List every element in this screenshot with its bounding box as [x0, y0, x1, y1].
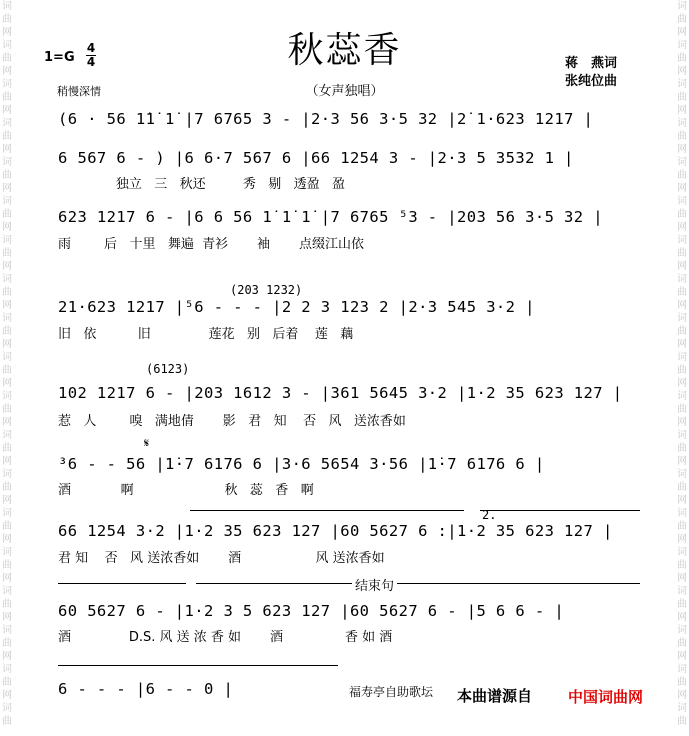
- notation-row-1: (6 · 56 1̇1̇ 1̇ |7 6765 3 - |2·3 56 3·5 32 |2̇ 1·623 1217 |: [58, 110, 594, 128]
- watermark-char: 网: [677, 456, 687, 467]
- watermark-char: 曲: [2, 482, 12, 493]
- ending-bracket: [196, 583, 640, 584]
- watermark-char: 曲: [677, 131, 687, 142]
- watermark-char: 网: [2, 339, 12, 350]
- watermark-char: 词: [2, 547, 12, 558]
- watermark-char: 曲: [2, 92, 12, 103]
- watermark-char: 网: [677, 573, 687, 584]
- watermark-char: 曲: [677, 248, 687, 259]
- watermark-char: 曲: [2, 209, 12, 220]
- watermark-char: 曲: [677, 443, 687, 454]
- watermark-char: 词: [2, 40, 12, 51]
- watermark-char: 曲: [2, 365, 12, 376]
- watermark-char: 词: [677, 508, 687, 519]
- watermark-char: 词: [677, 625, 687, 636]
- song-title: 秋蕊香: [287, 30, 402, 71]
- watermark-char: 网: [677, 105, 687, 116]
- notation-row-5: 102 1217 6 - |203 1612 3 - |361 5645 3·2 |1·2 35 623 127 |: [58, 384, 623, 402]
- watermark-char: 曲: [677, 404, 687, 415]
- notation-row-7: 66 1254 3·2 |1·2 35 623 127 |60 5627 6 :|1·2 35 623 127 |: [58, 522, 613, 540]
- lyric-row-2: 独立 三 秋还 秀 剔 透盈 盈: [58, 177, 346, 192]
- watermark-char: 曲: [2, 521, 12, 532]
- notation-row-2: 6 567 6 - ) |6 6·7 567 6 |66 1254 3 - |2·3 5 3532 1 |: [58, 149, 574, 167]
- watermark-char: 网: [2, 144, 12, 155]
- watermark-char: 曲: [2, 638, 12, 649]
- watermark-char: 曲: [677, 482, 687, 493]
- brand-logo-text: 中国词曲网: [568, 688, 644, 706]
- watermark-char: 曲: [677, 170, 687, 181]
- lyric-row-6: 酒 啊 秋 蕊 香 啊: [58, 483, 314, 498]
- ending-section-label: 结束句: [352, 575, 397, 594]
- watermark-char: 曲: [2, 170, 12, 181]
- watermark-char: 网: [2, 183, 12, 194]
- watermark-char: 网: [677, 417, 687, 428]
- segno-mark: 𝄋: [144, 436, 150, 450]
- watermark-char: 网: [677, 378, 687, 389]
- performance-type: （女声独唱）: [305, 84, 384, 99]
- notation-row-6: ³6 - - 56 |1̇·7 6176 6 |3·6 5654 3·56 |1̇·7 6176 6 |: [58, 455, 545, 473]
- watermark-char: 网: [2, 27, 12, 38]
- watermark-char: 词: [677, 40, 687, 51]
- watermark-char: 词: [2, 313, 12, 324]
- footer-credit: 福寿亭自助歌坛: [349, 685, 434, 699]
- watermark-char: 词: [677, 196, 687, 207]
- watermark-char: 词: [2, 469, 12, 480]
- watermark-char: 曲: [2, 14, 12, 25]
- watermark-char: 网: [677, 300, 687, 311]
- grace-notes-annotation-2: (6123): [146, 362, 190, 376]
- watermark-char: 词: [2, 274, 12, 285]
- watermark-char: 词: [2, 157, 12, 168]
- side-watermark-left: [0, 0, 14, 736]
- key-signature: 1=G: [44, 50, 75, 65]
- watermark-char: 曲: [677, 560, 687, 571]
- watermark-char: 网: [677, 27, 687, 38]
- watermark-char: 词: [2, 118, 12, 129]
- volta-2-label: 2.: [482, 508, 497, 522]
- watermark-char: 词: [2, 235, 12, 246]
- lyric-row-8: 酒 D.S. 风 送 浓 香 如 酒 香 如 酒: [58, 630, 393, 645]
- watermark-char: 曲: [677, 92, 687, 103]
- watermark-char: 词: [2, 625, 12, 636]
- watermark-char: 网: [677, 183, 687, 194]
- lyric-row-3: 雨 后 十里 舞遍 青衫 袖 点缀江山依: [58, 237, 364, 252]
- watermark-char: 词: [677, 391, 687, 402]
- watermark-char: 词: [2, 352, 12, 363]
- watermark-char: 网: [2, 378, 12, 389]
- watermark-char: 曲: [677, 599, 687, 610]
- watermark-char: 词: [2, 586, 12, 597]
- final-line: [58, 665, 338, 666]
- watermark-char: 网: [2, 456, 12, 467]
- lyric-row-5: 惹 人 嗅 满地倩 影 君 知 否 风 送浓香如: [58, 414, 406, 429]
- watermark-char: 网: [2, 222, 12, 233]
- watermark-char: 网: [2, 417, 12, 428]
- watermark-char: 曲: [2, 404, 12, 415]
- volta-2-bracket: [480, 510, 640, 511]
- watermark-char: 网: [2, 534, 12, 545]
- watermark-char: 网: [677, 144, 687, 155]
- watermark-char: 词: [2, 391, 12, 402]
- watermark-char: 曲: [677, 287, 687, 298]
- watermark-char: 网: [2, 651, 12, 662]
- watermark-char: 词: [2, 430, 12, 441]
- watermark-char: 词: [677, 664, 687, 675]
- watermark-char: 词: [2, 79, 12, 90]
- watermark-char: 曲: [677, 521, 687, 532]
- watermark-char: 曲: [677, 14, 687, 25]
- watermark-char: 曲: [2, 599, 12, 610]
- watermark-char: 网: [2, 495, 12, 506]
- composer: 张纯位曲: [565, 74, 618, 89]
- watermark-char: 网: [2, 105, 12, 116]
- side-watermark-right: [675, 0, 689, 736]
- watermark-char: 曲: [2, 326, 12, 337]
- lyricist: 蒋 燕词: [565, 56, 618, 71]
- volta-1-bracket: [190, 510, 464, 511]
- watermark-char: 词: [2, 703, 12, 714]
- watermark-char: 网: [677, 495, 687, 506]
- watermark-char: 曲: [2, 131, 12, 142]
- watermark-char: 曲: [2, 677, 12, 688]
- watermark-char: 曲: [2, 53, 12, 64]
- grace-notes-annotation: (203 1232): [230, 283, 303, 297]
- tempo-marking: 稍慢深情: [57, 85, 101, 98]
- watermark-char: 网: [677, 534, 687, 545]
- watermark-char: 词: [677, 703, 687, 714]
- section-line-left: [58, 583, 186, 584]
- watermark-char: 曲: [677, 716, 687, 727]
- watermark-char: 曲: [2, 560, 12, 571]
- watermark-char: 词: [677, 469, 687, 480]
- notation-row-8: 60 5627 6 - |1·2 3 5 623 127 |60 5627 6 - |5 6 6 - |: [58, 602, 565, 620]
- watermark-char: 网: [677, 690, 687, 701]
- watermark-char: 曲: [2, 248, 12, 259]
- watermark-char: 词: [677, 586, 687, 597]
- watermark-char: 词: [677, 547, 687, 558]
- notation-row-4: 21·623 1217 |⁵6 - - - |2 2 3 123 2 |2·3 545 3·2 |: [58, 298, 535, 316]
- time-signature-top: 4: [86, 41, 96, 55]
- notation-row-3: 623 1217 6 - |6 6 56 1̇ 1̇ 1̇ |7 6765 ⁵3 - |203 56 3·5 32 |: [58, 208, 603, 226]
- time-signature-bottom: 4: [86, 55, 96, 69]
- watermark-char: 词: [677, 274, 687, 285]
- watermark-char: 词: [677, 352, 687, 363]
- watermark-char: 曲: [2, 443, 12, 454]
- watermark-char: 曲: [677, 326, 687, 337]
- watermark-char: 词: [2, 196, 12, 207]
- watermark-char: 网: [677, 339, 687, 350]
- watermark-char: 词: [677, 79, 687, 90]
- watermark-char: 曲: [2, 716, 12, 727]
- watermark-char: 网: [2, 300, 12, 311]
- watermark-char: 词: [677, 118, 687, 129]
- watermark-char: 曲: [677, 209, 687, 220]
- watermark-char: 网: [677, 651, 687, 662]
- time-signature: [86, 42, 96, 69]
- watermark-char: 网: [677, 261, 687, 272]
- lyric-row-4: 旧 依 旧 莲花 别 后着 莲 藕: [58, 327, 354, 342]
- watermark-char: 词: [677, 157, 687, 168]
- watermark-char: 曲: [677, 365, 687, 376]
- source-label: 本曲谱源自: [457, 687, 533, 705]
- watermark-char: 词: [677, 430, 687, 441]
- watermark-char: 词: [677, 313, 687, 324]
- watermark-char: 词: [677, 235, 687, 246]
- watermark-char: 曲: [677, 638, 687, 649]
- watermark-char: 词: [2, 508, 12, 519]
- watermark-char: 网: [2, 690, 12, 701]
- watermark-char: 网: [2, 261, 12, 272]
- watermark-char: 网: [677, 222, 687, 233]
- notation-row-9: 6 - - - |6 - - 0 |: [58, 680, 234, 698]
- watermark-char: 曲: [677, 677, 687, 688]
- watermark-char: 网: [677, 66, 687, 77]
- watermark-char: 曲: [677, 53, 687, 64]
- watermark-char: 网: [2, 66, 12, 77]
- watermark-char: 词: [677, 1, 687, 12]
- watermark-char: 词: [2, 1, 12, 12]
- watermark-char: 网: [2, 573, 12, 584]
- watermark-char: 词: [2, 664, 12, 675]
- lyric-row-7: 君 知 否 风 送浓香如 酒 风 送浓香如: [58, 551, 385, 566]
- watermark-char: 网: [2, 612, 12, 623]
- watermark-char: 曲: [2, 287, 12, 298]
- watermark-char: 网: [677, 612, 687, 623]
